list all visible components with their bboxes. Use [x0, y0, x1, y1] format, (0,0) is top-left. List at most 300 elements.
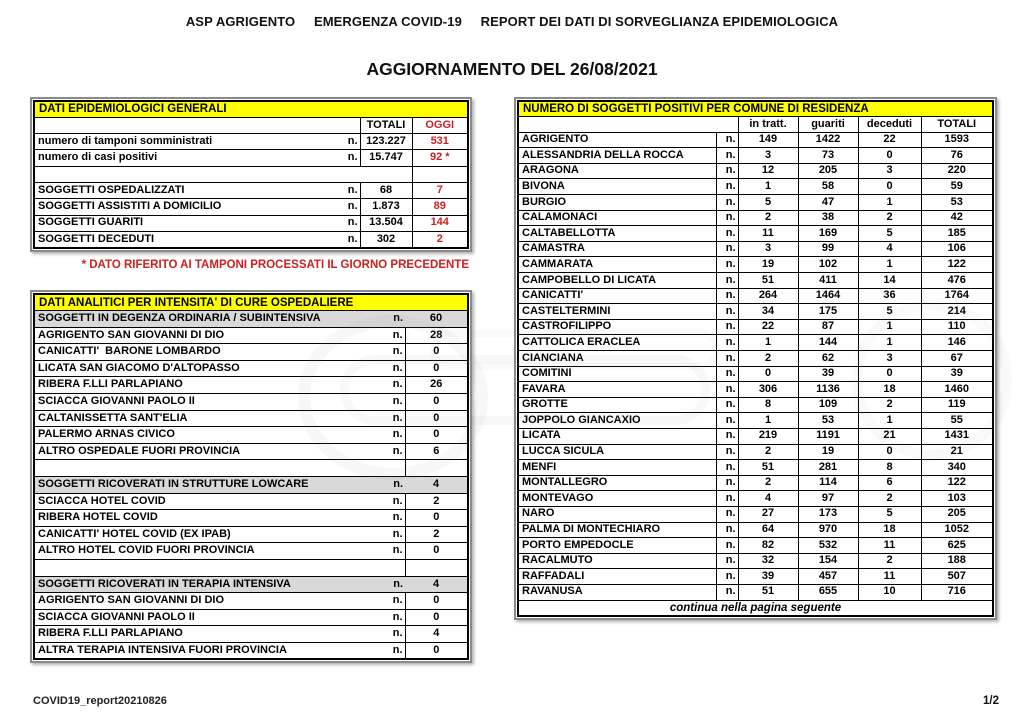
in-tratt-value: 0	[738, 366, 798, 382]
table-row	[518, 475, 993, 491]
oggi-value: 2	[412, 231, 468, 247]
in-tratt-value: 22	[738, 319, 798, 335]
deceduti-value: 5	[858, 226, 921, 242]
comune-label: MENFI	[518, 460, 716, 476]
n-marker: n.	[716, 553, 738, 569]
row-value: 2	[405, 493, 468, 510]
table-row	[34, 609, 468, 626]
table-row	[518, 335, 993, 351]
guariti-value: 58	[798, 179, 858, 195]
deceduti-value: 0	[858, 444, 921, 460]
table-row	[34, 215, 468, 231]
deceduti-value: 0	[858, 148, 921, 164]
table-row	[34, 199, 468, 215]
n-marker: n.	[379, 543, 405, 560]
n-marker: n.	[716, 491, 738, 507]
comune-label: CAMASTRA	[518, 241, 716, 257]
guariti-value: 205	[798, 163, 858, 179]
totali-value: 76	[921, 148, 993, 164]
comune-label: GROTTE	[518, 397, 716, 413]
deceduti-value: 21	[858, 428, 921, 444]
table-row	[518, 366, 993, 382]
table-row	[34, 410, 468, 427]
totali-value: 188	[921, 553, 993, 569]
in-tratt-value: 4	[738, 491, 798, 507]
n-marker: n.	[334, 134, 360, 150]
table-row	[34, 360, 468, 377]
in-tratt-value: 39	[738, 569, 798, 585]
table-title-row	[518, 101, 993, 117]
guariti-value: 87	[798, 319, 858, 335]
table-row	[518, 444, 993, 460]
continuation-note: continua nella pagina seguente	[518, 600, 993, 616]
row-label: SOGGETTI DECEDUTI	[34, 231, 334, 247]
table-row	[518, 304, 993, 320]
table-row	[518, 351, 993, 367]
totali-value: 122	[921, 475, 993, 491]
row-label: numero di tamponi somministrati	[34, 134, 334, 150]
row-value: 0	[405, 510, 468, 527]
section-value: 60	[405, 311, 468, 328]
table-title: NUMERO DI SOGGETTI POSITIVI PER COMUNE DI RESIDENZA	[518, 101, 993, 117]
in-tratt-value: 12	[738, 163, 798, 179]
deceduti-value: 8	[858, 460, 921, 476]
in-tratt-value: 3	[738, 148, 798, 164]
totali-value: 302	[360, 231, 412, 247]
n-marker: n.	[716, 179, 738, 195]
header-emergency: EMERGENZA COVID-19	[313, 14, 462, 29]
guariti-value: 1136	[798, 382, 858, 398]
table-row	[34, 231, 468, 247]
n-marker: n.	[379, 526, 405, 543]
n-marker: n.	[716, 163, 738, 179]
guariti-value: 38	[798, 210, 858, 226]
table-row	[518, 195, 993, 211]
comune-label: RAFFADALI	[518, 569, 716, 585]
guariti-value: 1464	[798, 288, 858, 304]
n-marker: n.	[716, 257, 738, 273]
in-tratt-value: 2	[738, 210, 798, 226]
totali-value: 214	[921, 304, 993, 320]
deceduti-value: 1	[858, 413, 921, 429]
section-value: 4	[405, 576, 468, 593]
row-label: SCIACCA GIOVANNI PAOLO II	[34, 609, 379, 626]
totali-value: 42	[921, 210, 993, 226]
table-row	[518, 553, 993, 569]
totali-value: 1.873	[360, 199, 412, 215]
deceduti-value: 10	[858, 584, 921, 600]
row-label: numero di casi positivi	[34, 150, 334, 166]
totali-value: 1460	[921, 382, 993, 398]
table-row	[518, 382, 993, 398]
col-header-totali: TOTALI	[921, 117, 993, 133]
comuni-positives-table	[514, 97, 997, 620]
row-label: LICATA SAN GIACOMO D'ALTOPASSO	[34, 360, 379, 377]
guariti-value: 47	[798, 195, 858, 211]
n-marker: n.	[716, 273, 738, 289]
totali-value: 146	[921, 335, 993, 351]
col-header-deceduti: deceduti	[858, 117, 921, 133]
table-row	[518, 288, 993, 304]
comune-label: CASTELTERMINI	[518, 304, 716, 320]
guariti-value: 144	[798, 335, 858, 351]
comune-label: NARO	[518, 506, 716, 522]
in-tratt-value: 51	[738, 273, 798, 289]
n-marker: n.	[716, 226, 738, 242]
in-tratt-value: 5	[738, 195, 798, 211]
table-row	[518, 428, 993, 444]
table-row	[34, 394, 468, 411]
table-row	[518, 460, 993, 476]
comune-label: CATTOLICA ERACLEA	[518, 335, 716, 351]
row-value: 28	[405, 327, 468, 344]
row-value: 0	[405, 609, 468, 626]
guariti-value: 99	[798, 241, 858, 257]
comune-label: CAMMARATA	[518, 257, 716, 273]
guariti-value: 102	[798, 257, 858, 273]
comune-label: CALTABELLOTTA	[518, 226, 716, 242]
table-title: DATI EPIDEMIOLOGICI GENERALI	[34, 101, 468, 117]
row-value: 2	[405, 526, 468, 543]
row-label: RIBERA F.LLI PARLAPIANO	[34, 377, 379, 394]
oggi-value: 7	[412, 182, 468, 198]
oggi-value: 89	[412, 199, 468, 215]
section-label: SOGGETTI RICOVERATI IN TERAPIA INTENSIVA	[34, 576, 379, 593]
table-row	[518, 506, 993, 522]
in-tratt-value: 2	[738, 444, 798, 460]
section-row	[34, 477, 468, 494]
n-marker: n.	[716, 413, 738, 429]
file-name-label: COVID19_report20210826	[33, 695, 167, 707]
totali-value: 507	[921, 569, 993, 585]
table-row	[518, 241, 993, 257]
in-tratt-value: 306	[738, 382, 798, 398]
deceduti-value: 0	[858, 366, 921, 382]
row-value: 0	[405, 410, 468, 427]
table-row	[34, 543, 468, 560]
table-row	[34, 443, 468, 460]
in-tratt-value: 219	[738, 428, 798, 444]
table-row	[34, 150, 468, 166]
header-org: ASP AGRIGENTO	[185, 14, 296, 29]
n-marker: n.	[334, 199, 360, 215]
row-value: 26	[405, 377, 468, 394]
empty-cell	[34, 117, 360, 133]
n-marker: n.	[716, 428, 738, 444]
deceduti-value: 11	[858, 538, 921, 554]
row-label: SCIACCA HOTEL COVID	[34, 493, 379, 510]
in-tratt-value: 34	[738, 304, 798, 320]
guariti-value: 970	[798, 522, 858, 538]
n-marker: n.	[716, 444, 738, 460]
comune-label: ARAGONA	[518, 163, 716, 179]
row-label: CALTANISSETTA SANT'ELIA	[34, 410, 379, 427]
totali-value: 59	[921, 179, 993, 195]
in-tratt-value: 82	[738, 538, 798, 554]
empty-cell	[518, 117, 738, 133]
in-tratt-value: 51	[738, 584, 798, 600]
deceduti-value: 2	[858, 397, 921, 413]
row-value: 6	[405, 443, 468, 460]
row-label: AGRIGENTO SAN GIOVANNI DI DIO	[34, 593, 379, 610]
row-value: 0	[405, 593, 468, 610]
comune-label: CALAMONACI	[518, 210, 716, 226]
row-value: 0	[405, 543, 468, 560]
oggi-value: 531	[412, 134, 468, 150]
comune-label: CIANCIANA	[518, 351, 716, 367]
in-tratt-value: 149	[738, 132, 798, 148]
comune-label: CANICATTI'	[518, 288, 716, 304]
in-tratt-value: 1	[738, 413, 798, 429]
row-label: CANICATTI' HOTEL COVID (EX IPAB)	[34, 526, 379, 543]
table-row	[518, 132, 993, 148]
deceduti-value: 3	[858, 351, 921, 367]
guariti-value: 19	[798, 444, 858, 460]
guariti-value: 154	[798, 553, 858, 569]
row-label: RIBERA HOTEL COVID	[34, 510, 379, 527]
n-marker: n.	[379, 642, 405, 659]
deceduti-value: 5	[858, 304, 921, 320]
totali-value: 110	[921, 319, 993, 335]
spacer-row	[34, 166, 468, 182]
column-header-row	[518, 117, 993, 133]
spacer-row	[34, 460, 468, 477]
header-report-title: REPORT DEI DATI DI SORVEGLIANZA EPIDEMIOLOGICA	[480, 14, 839, 29]
empty-cell	[34, 460, 405, 477]
col-header-totali: TOTALI	[360, 117, 412, 133]
n-marker: n.	[716, 366, 738, 382]
totali-value: 55	[921, 413, 993, 429]
comune-label: BURGIO	[518, 195, 716, 211]
table-row	[34, 493, 468, 510]
table-row	[34, 593, 468, 610]
deceduti-value: 2	[858, 210, 921, 226]
n-marker: n.	[379, 593, 405, 610]
guariti-value: 457	[798, 569, 858, 585]
comune-label: PALMA DI MONTECHIARO	[518, 522, 716, 538]
row-label: SOGGETTI ASSISTITI A DOMICILIO	[34, 199, 334, 215]
oggi-value: 144	[412, 215, 468, 231]
comune-label: LUCCA SICULA	[518, 444, 716, 460]
table-row	[518, 163, 993, 179]
table-row	[518, 210, 993, 226]
n-marker: n.	[379, 427, 405, 444]
totali-value: 103	[921, 491, 993, 507]
totali-value: 15.747	[360, 150, 412, 166]
table-row	[518, 569, 993, 585]
n-marker: n.	[379, 344, 405, 361]
deceduti-value: 2	[858, 491, 921, 507]
guariti-value: 169	[798, 226, 858, 242]
table-row	[34, 427, 468, 444]
totali-value: 205	[921, 506, 993, 522]
n-marker: n.	[716, 319, 738, 335]
in-tratt-value: 264	[738, 288, 798, 304]
col-header-in-tratt: in tratt.	[738, 117, 798, 133]
row-label: ALTRA TERAPIA INTENSIVA FUORI PROVINCIA	[34, 642, 379, 659]
general-data-table	[30, 97, 472, 252]
comune-label: LICATA	[518, 428, 716, 444]
row-value: 0	[405, 427, 468, 444]
comune-label: AGRIGENTO	[518, 132, 716, 148]
totali-value: 716	[921, 584, 993, 600]
table-row	[518, 522, 993, 538]
n-marker: n.	[379, 493, 405, 510]
deceduti-value: 1	[858, 319, 921, 335]
guariti-value: 173	[798, 506, 858, 522]
deceduti-value: 18	[858, 382, 921, 398]
n-marker: n.	[379, 377, 405, 394]
row-value: 0	[405, 642, 468, 659]
table-row	[34, 182, 468, 198]
n-marker: n.	[334, 231, 360, 247]
page-number: 1/2	[983, 695, 999, 707]
in-tratt-value: 64	[738, 522, 798, 538]
comune-label: ALESSANDRIA DELLA ROCCA	[518, 148, 716, 164]
guariti-value: 281	[798, 460, 858, 476]
deceduti-value: 5	[858, 506, 921, 522]
section-value: 4	[405, 477, 468, 494]
col-header-oggi: OGGI	[412, 117, 468, 133]
comune-label: FAVARA	[518, 382, 716, 398]
n-marker: n.	[716, 304, 738, 320]
table-title-row	[34, 101, 468, 117]
n-marker: n.	[716, 195, 738, 211]
guariti-value: 62	[798, 351, 858, 367]
table-row	[34, 642, 468, 659]
n-marker: n.	[716, 382, 738, 398]
in-tratt-value: 51	[738, 460, 798, 476]
swab-footnote: * DATO RIFERITO AI TAMPONI PROCESSATI IL GIORNO PRECEDENTE	[81, 259, 469, 271]
n-marker: n.	[716, 506, 738, 522]
guariti-value: 114	[798, 475, 858, 491]
deceduti-value: 11	[858, 569, 921, 585]
row-value: 0	[405, 360, 468, 377]
table-row	[518, 319, 993, 335]
n-marker: n.	[379, 477, 405, 494]
n-marker: n.	[379, 410, 405, 427]
n-marker: n.	[716, 460, 738, 476]
deceduti-value: 22	[858, 132, 921, 148]
guariti-value: 39	[798, 366, 858, 382]
comune-label: BIVONA	[518, 179, 716, 195]
hospital-care-table	[30, 290, 472, 663]
in-tratt-value: 2	[738, 475, 798, 491]
totali-value: 1764	[921, 288, 993, 304]
comune-label: PORTO EMPEDOCLE	[518, 538, 716, 554]
in-tratt-value: 3	[738, 241, 798, 257]
totali-value: 220	[921, 163, 993, 179]
row-label: PALERMO ARNAS CIVICO	[34, 427, 379, 444]
n-marker: n.	[379, 394, 405, 411]
n-marker: n.	[716, 241, 738, 257]
totali-value: 21	[921, 444, 993, 460]
empty-cell	[412, 166, 468, 182]
totali-value: 1431	[921, 428, 993, 444]
table-row	[34, 526, 468, 543]
table-row	[34, 377, 468, 394]
n-marker: n.	[379, 576, 405, 593]
n-marker: n.	[334, 150, 360, 166]
row-label: CANICATTI' BARONE LOMBARDO	[34, 344, 379, 361]
n-marker: n.	[379, 311, 405, 328]
table-row	[518, 413, 993, 429]
row-label: AGRIGENTO SAN GIOVANNI DI DIO	[34, 327, 379, 344]
in-tratt-value: 32	[738, 553, 798, 569]
comuni-positives-grid	[517, 100, 994, 617]
totali-value: 13.504	[360, 215, 412, 231]
guariti-value: 1422	[798, 132, 858, 148]
comune-label: CAMPOBELLO DI LICATA	[518, 273, 716, 289]
in-tratt-value: 27	[738, 506, 798, 522]
col-header-guariti: guariti	[798, 117, 858, 133]
n-marker: n.	[716, 288, 738, 304]
table-row	[34, 510, 468, 527]
totali-value: 1052	[921, 522, 993, 538]
table-row	[518, 538, 993, 554]
deceduti-value: 4	[858, 241, 921, 257]
table-row	[518, 584, 993, 600]
n-marker: n.	[716, 335, 738, 351]
n-marker: n.	[716, 584, 738, 600]
row-label: SOGGETTI GUARITI	[34, 215, 334, 231]
n-marker: n.	[379, 609, 405, 626]
section-row	[34, 576, 468, 593]
in-tratt-value: 19	[738, 257, 798, 273]
table-row	[34, 134, 468, 150]
guariti-value: 1191	[798, 428, 858, 444]
totali-value: 67	[921, 351, 993, 367]
empty-cell	[34, 560, 405, 577]
in-tratt-value: 2	[738, 351, 798, 367]
guariti-value: 97	[798, 491, 858, 507]
comune-label: CASTROFILIPPO	[518, 319, 716, 335]
guariti-value: 411	[798, 273, 858, 289]
in-tratt-value: 11	[738, 226, 798, 242]
empty-cell	[34, 166, 412, 182]
table-row	[518, 257, 993, 273]
totali-value: 119	[921, 397, 993, 413]
row-value: 4	[405, 626, 468, 643]
totali-value: 1593	[921, 132, 993, 148]
deceduti-value: 36	[858, 288, 921, 304]
n-marker: n.	[716, 132, 738, 148]
section-label: SOGGETTI IN DEGENZA ORDINARIA / SUBINTENSIVA	[34, 311, 379, 328]
oggi-value: 92 *	[412, 150, 468, 166]
in-tratt-value: 1	[738, 335, 798, 351]
table-row	[518, 226, 993, 242]
totali-value: 185	[921, 226, 993, 242]
totali-value: 39	[921, 366, 993, 382]
empty-cell	[405, 460, 468, 477]
deceduti-value: 6	[858, 475, 921, 491]
empty-cell	[405, 560, 468, 577]
totali-value: 123.227	[360, 134, 412, 150]
n-marker: n.	[379, 360, 405, 377]
n-marker: n.	[379, 626, 405, 643]
deceduti-value: 18	[858, 522, 921, 538]
in-tratt-value: 1	[738, 179, 798, 195]
table-row	[518, 397, 993, 413]
comune-label: MONTEVAGO	[518, 491, 716, 507]
deceduti-value: 2	[858, 553, 921, 569]
row-label: SCIACCA GIOVANNI PAOLO II	[34, 394, 379, 411]
row-value: 0	[405, 394, 468, 411]
table-title-row	[34, 294, 468, 311]
table-footer-row	[518, 600, 993, 616]
table-row	[518, 179, 993, 195]
in-tratt-value: 8	[738, 397, 798, 413]
